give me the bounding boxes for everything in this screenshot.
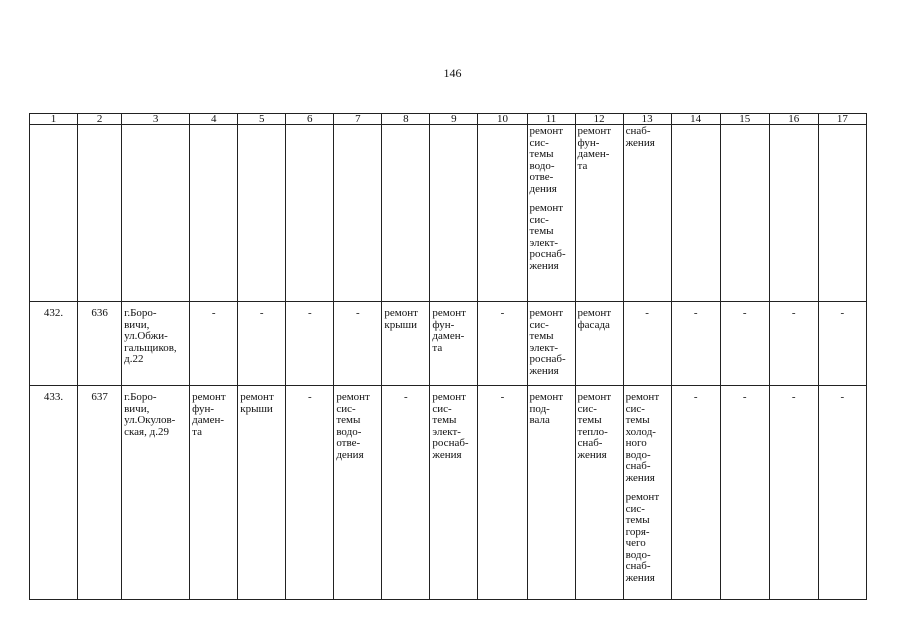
column-number-cell: 12 [575,114,623,125]
table-cell [334,302,382,386]
table-cell [720,125,769,302]
cell-text: ремонт сис- темы элект- роснаб- жения [529,307,566,377]
table-cell [190,386,238,600]
cell-text: ремонт крыши [384,307,418,331]
table-cell [769,302,818,386]
column-number-cell: 6 [286,114,334,125]
table-cell [190,302,238,386]
table-cell [623,125,671,302]
table-cell [30,125,78,302]
table-cell [286,302,334,386]
table-cell [527,302,575,386]
table-cell [671,125,720,302]
table-cell [30,386,78,600]
table-cell [478,386,527,600]
table-row [30,302,867,386]
table-cell [238,302,286,386]
cell-text: ремонт фун- дамен- та [577,125,612,172]
cell-text: ремонт фун- дамен- та [432,307,466,354]
table-row [30,125,867,302]
table-cell [818,125,866,302]
page-number: 146 [443,66,462,80]
table-cell [430,386,478,600]
column-number-cell: 14 [671,114,720,125]
table-cell [286,125,334,302]
table-cell [478,125,527,302]
cell-text: - [840,391,845,403]
table-cell [818,302,866,386]
table-row [30,386,867,600]
cell-text: ремонт сис- темы горя- чего водо- снаб- жения [625,491,660,584]
table-cell [769,125,818,302]
table-cell [334,125,382,302]
table-cell [623,302,671,386]
cell-text: снаб- жения [625,125,655,149]
table-cell [818,386,866,600]
cell-text: - [259,307,264,319]
cell-text: - [307,391,312,403]
table-cell [623,386,671,600]
cell-text: ремонт сис- темы элект- роснаб- жения [529,202,566,272]
table-cell [575,125,623,302]
table-cell [575,302,623,386]
cell-text: - [211,307,216,319]
repair-schedule-table [29,113,867,600]
table-cell [720,302,769,386]
column-number-cell: 10 [478,114,527,125]
cell-text: - [742,391,747,403]
cell-text: ремонт сис- темы водо- отве- дения [336,391,370,461]
column-number-cell: 4 [190,114,238,125]
column-number-cell: 17 [818,114,866,125]
cell-text: 637 [91,391,108,403]
column-number-cell: 16 [769,114,818,125]
cell-text: ремонт фун- дамен- та [192,391,226,438]
table-cell [78,386,122,600]
cell-text: - [500,307,505,319]
cell-text: ремонт фасада [577,307,612,331]
cell-text: ремонт сис- темы элект- роснаб- жения [432,391,469,461]
table-cell [78,125,122,302]
column-number-cell: 7 [334,114,382,125]
column-number-cell: 1 [30,114,78,125]
cell-text: - [840,307,845,319]
column-number-cell: 15 [720,114,769,125]
table-cell [78,302,122,386]
table-cell [286,386,334,600]
table-cell [527,386,575,600]
column-number-cell: 3 [122,114,190,125]
table-cell [238,386,286,600]
table-cell [238,125,286,302]
column-number-cell: 5 [238,114,286,125]
cell-text: - [742,307,747,319]
table-cell [478,302,527,386]
table-cell [122,386,190,600]
table-cell [769,386,818,600]
cell-text: ремонт сис- темы тепло- снаб- жения [577,391,612,461]
cell-text: - [791,391,796,403]
table-cell [671,386,720,600]
cell-text: ремонт под- вала [529,391,564,426]
table-cell [575,386,623,600]
table-cell [720,386,769,600]
cell-text: - [693,391,698,403]
cell-text: ремонт крыши [240,391,274,415]
table-cell [122,302,190,386]
cell-text: ремонт сис- темы водо- отве- дения [529,125,564,195]
cell-text: - [307,307,312,319]
cell-text: ремонт сис- темы холод- ного водо- снаб- жения [625,391,660,484]
cell-text: - [791,307,796,319]
column-number-cell: 11 [527,114,575,125]
cell-text: - [500,391,505,403]
table-cell [527,125,575,302]
table-cell [382,302,430,386]
cell-text: 433. [43,391,64,403]
table-cell [122,125,190,302]
table-cell [430,302,478,386]
table-cell [430,125,478,302]
cell-text: г.Боро- вичи, ул.Обжи- гальщиков, д.22 [124,307,177,365]
cell-text: 432. [43,307,64,319]
cell-text: - [645,307,649,319]
table-cell [382,125,430,302]
table-cell [30,302,78,386]
column-number-cell: 13 [623,114,671,125]
cell-text: - [693,307,698,319]
table-cell [382,386,430,600]
column-number-cell: 8 [382,114,430,125]
column-number-row [30,114,867,125]
cell-text: - [356,307,360,319]
table-cell [671,302,720,386]
cell-text: 636 [91,307,108,319]
column-number-cell: 2 [78,114,122,125]
table-cell [190,125,238,302]
cell-text: - [404,391,408,403]
column-number-cell: 9 [430,114,478,125]
table-cell [334,386,382,600]
cell-text: г.Боро- вичи, ул.Окулов- ская, д.29 [124,391,176,438]
